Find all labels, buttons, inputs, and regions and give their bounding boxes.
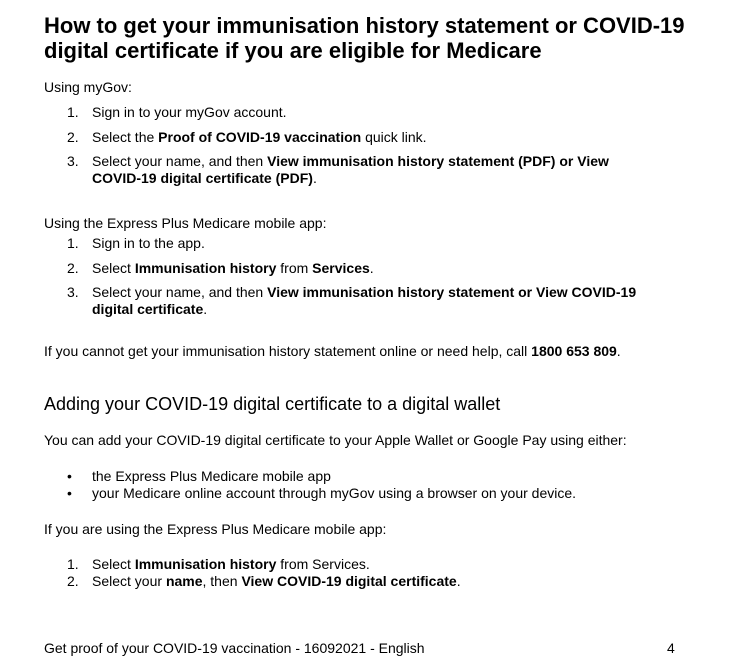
wallet-step-2: Select your name, then View COVID-19 digital certificate.: [92, 573, 461, 589]
page-number: 4: [667, 640, 675, 656]
app-step-2: Select Immunisation history from Services.: [92, 260, 374, 276]
step-number: 2.: [67, 129, 79, 145]
app-step-3: Select your name, and then View immunisation history statement or View COVID-19 digital certificate.: [92, 284, 637, 317]
bullet-icon: •: [67, 485, 72, 501]
wallet-heading: Adding your COVID-19 digital certificate to a digital wallet: [44, 394, 501, 414]
mygov-step-2: Select the Proof of COVID-19 vaccination quick link.: [92, 129, 427, 145]
mygov-step-1: Sign in to your myGov account.: [92, 104, 287, 120]
wallet-option-app: the Express Plus Medicare mobile app: [92, 468, 331, 484]
step-number: 2.: [67, 260, 79, 276]
title-line-2: digital certificate if you are eligible for Medicare: [44, 38, 542, 63]
proof-quick-link: Proof of COVID-19 vaccination: [158, 129, 362, 145]
bullet-icon: •: [67, 468, 72, 484]
step-number: 3.: [67, 153, 79, 169]
footer-text: Get proof of your COVID-19 vaccination - 16092021 - English: [44, 640, 425, 656]
mygov-step-3: Select your name, and then View immunisation history statement (PDF) or View COVID-19 digital certificate (PDF).: [92, 153, 609, 186]
help-phone-number: 1800 653 809: [531, 343, 617, 359]
page-title: [44, 13, 685, 63]
wallet-step-1: Select Immunisation history from Services.: [92, 556, 370, 572]
step-number: 2.: [67, 573, 79, 589]
app-intro: Using the Express Plus Medicare mobile app:: [44, 215, 327, 231]
app-step-1: Sign in to the app.: [92, 235, 205, 251]
wallet-intro: You can add your COVID-19 digital certificate to your Apple Wallet or Google Pay using either:: [44, 432, 627, 448]
help-text: If you cannot get your immunisation history statement online or need help, call 1800 653 809.: [44, 343, 621, 359]
wallet-option-online: your Medicare online account through myGov using a browser on your device.: [92, 485, 577, 501]
title-line-1: How to get your immunisation history statement or COVID-19: [44, 13, 685, 38]
wallet-app-intro: If you are using the Express Plus Medicare mobile app:: [44, 521, 387, 537]
step-number: 1.: [67, 104, 79, 120]
mygov-intro: Using myGov:: [44, 79, 132, 95]
step-number: 1.: [67, 235, 79, 251]
step-number: 1.: [67, 556, 79, 572]
step-number: 3.: [67, 284, 79, 300]
